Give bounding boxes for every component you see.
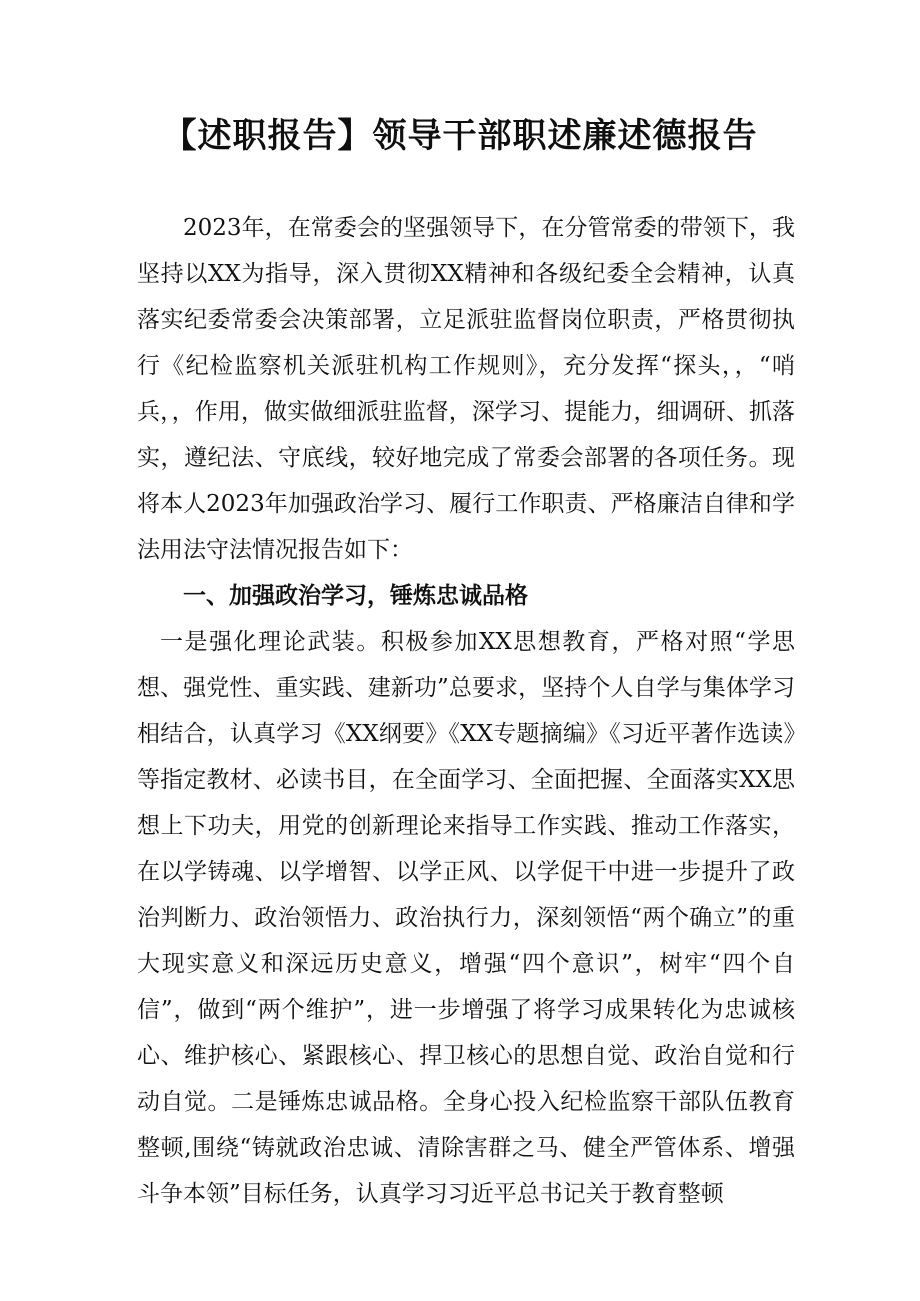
intro-paragraph: 2023年，在常委会的坚强领导下，在分管常委的带领下，我坚持以XX为指导，深入贯彻XX精神和各级纪委全会精神，认真落实纪委常委会决策部署，立足派驻监督岗位职责，严格贯彻执行《纪检监察机关派驻机构工作规则》，充分发挥“探头，，“哨兵，，作用，做实做细派驻监督，深学习、提能力，细调研、抓落实，遵纪法、守底线，较好地完成了常委会部署的各项任务。现将本人2023年加强政治学习、履行工作职责、严格廉洁自律和学法用法守法情况报告如下：	[137, 215, 795, 563]
section-1-heading: 一、加强政治学习，锤炼忠诚品格	[183, 583, 528, 609]
document-title: 【述职报告】领导干部职述廉述德报告	[162, 116, 758, 156]
document-body	[137, 205, 795, 1217]
section-1-paragraph: 一是强化理论武装。积极参加XX思想教育，严格对照“学思想、强党性、重实践、建新功”总要求，坚持个人自学与集体学习相结合，认真学习《XX纲要》《XX专题摘编》《习近平著作选读》等指定教材、必读书目，在全面学习、全面把握、全面落实XX思想上下功夫，用党的创新理论来指导工作实践、推动工作落实，在以学铸魂、以学增智、以学正风、以学促干中进一步提升了政治判断力、政治领悟力、政治执行力，深刻领悟“两个确立”的重大现实意义和深远历史意义，增强“四个意识”，树牢“四个自信”，做到“两个维护”，进一步增强了将学习成果转化为忠诚核心、维护核心、紧跟核心、捍卫核心的思想自觉、政治自觉和行动自觉。二是锤炼忠诚品格。全身心投入纪检监察干部队伍教育整顿,围绕“铸就政治忠诚、清除害群之马、健全严管体系、增强斗争本领”目标任务，认真学习习近平总书记关于教育整顿	[137, 629, 795, 1207]
